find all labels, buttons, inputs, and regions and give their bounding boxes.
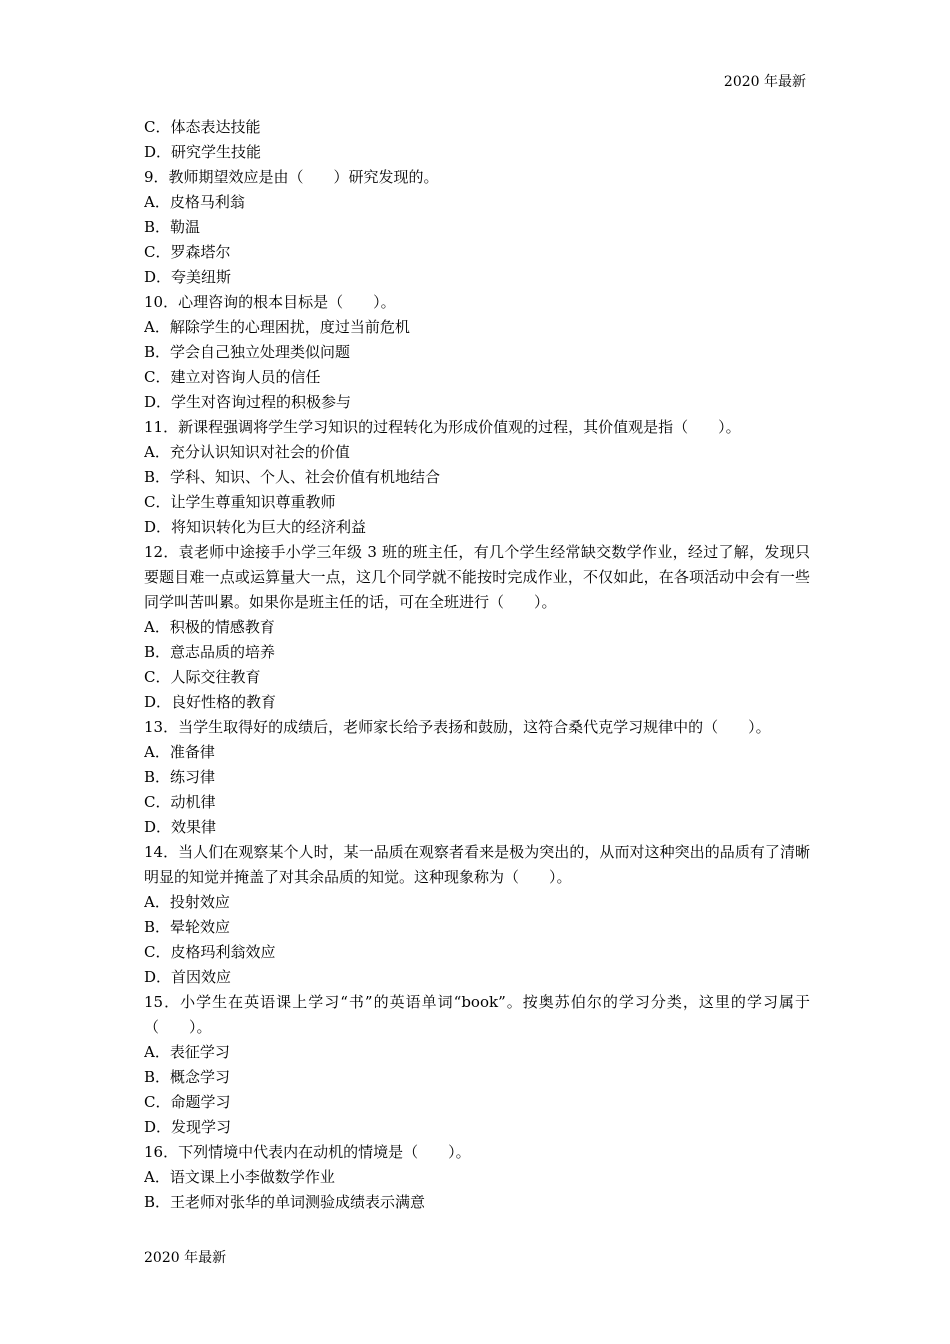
option-line: C．体态表达技能 <box>144 118 261 136</box>
option-line: B．意志品质的培养 <box>144 643 276 661</box>
option-line: B．学会自己独立处理类似问题 <box>144 343 351 361</box>
option-line: D．研究学生技能 <box>144 143 262 161</box>
option-line: C．让学生尊重知识尊重教师 <box>144 493 336 511</box>
option-line: A．皮格马利翁 <box>144 193 245 211</box>
option-line: B．概念学习 <box>144 1068 231 1086</box>
option-line: A．投射效应 <box>144 893 230 911</box>
document-body <box>144 115 810 1215</box>
option-line: C．建立对咨询人员的信任 <box>144 368 321 386</box>
option-line: A．表征学习 <box>144 1043 230 1061</box>
option-line: A．充分认识知识对社会的价值 <box>144 443 350 461</box>
question-stem: 14．当人们在观察某个人时，某一品质在观察者看来是极为突出的，从而对这种突出的品质有了清晰明显的知觉并掩盖了对其余品质的知觉。这种现象称为（ ）。 <box>144 843 810 886</box>
option-line: B．练习律 <box>144 768 216 786</box>
question-stem: 15．小学生在英语课上学习“书”的英语单词“book”。按奥苏伯尔的学习分类，这里的学习属于（ ）。 <box>144 993 810 1036</box>
page-footer: 2020 年最新 <box>144 1250 227 1266</box>
option-line: C．皮格玛利翁效应 <box>144 943 276 961</box>
page-header: 2020 年最新 <box>723 74 806 90</box>
option-line: C．罗森塔尔 <box>144 243 231 261</box>
option-line: D．效果律 <box>144 818 217 836</box>
option-line: C．动机律 <box>144 793 216 811</box>
question-stem: 16．下列情境中代表内在动机的情境是（ ）。 <box>144 1143 471 1161</box>
option-line: B．晕轮效应 <box>144 918 231 936</box>
question-stem: 9．教师期望效应是由（ ）研究发现的。 <box>144 168 439 186</box>
option-line: D．发现学习 <box>144 1118 232 1136</box>
option-line: B．王老师对张华的单词测验成绩表示满意 <box>144 1193 426 1211</box>
option-line: D．将知识转化为巨大的经济利益 <box>144 518 367 536</box>
option-line: D．学生对咨询过程的积极参与 <box>144 393 352 411</box>
option-line: B．学科、知识、个人、社会价值有机地结合 <box>144 468 441 486</box>
option-line: D．良好性格的教育 <box>144 693 277 711</box>
question-stem: 13．当学生取得好的成绩后，老师家长给予表扬和鼓励，这符合桑代克学习规律中的（ ）。 <box>144 718 771 736</box>
option-line: A．语文课上小李做数学作业 <box>144 1168 335 1186</box>
option-line: A．积极的情感教育 <box>144 618 275 636</box>
option-line: C．命题学习 <box>144 1093 231 1111</box>
question-stem: 11．新课程强调将学生学习知识的过程转化为形成价值观的过程，其价值观是指（ ）。 <box>144 418 741 436</box>
question-stem: 12．袁老师中途接手小学三年级 3 班的班主任，有几个学生经常缺交数学作业，经过了解，发现只要题目难一点或运算量大一点，这几个同学就不能按时完成作业，不仅如此，在各项活动中会有一些同学叫苦叫累。如果你是班主任的话，可在全班进行（ ）。 <box>144 543 810 611</box>
option-line: D．首因效应 <box>144 968 232 986</box>
option-line: C．人际交往教育 <box>144 668 261 686</box>
option-line: A．准备律 <box>144 743 215 761</box>
option-line: B．勒温 <box>144 218 201 236</box>
question-stem: 10．心理咨询的根本目标是（ ）。 <box>144 293 396 311</box>
option-line: A．解除学生的心理困扰，度过当前危机 <box>144 318 410 336</box>
option-line: D．夸美纽斯 <box>144 268 232 286</box>
